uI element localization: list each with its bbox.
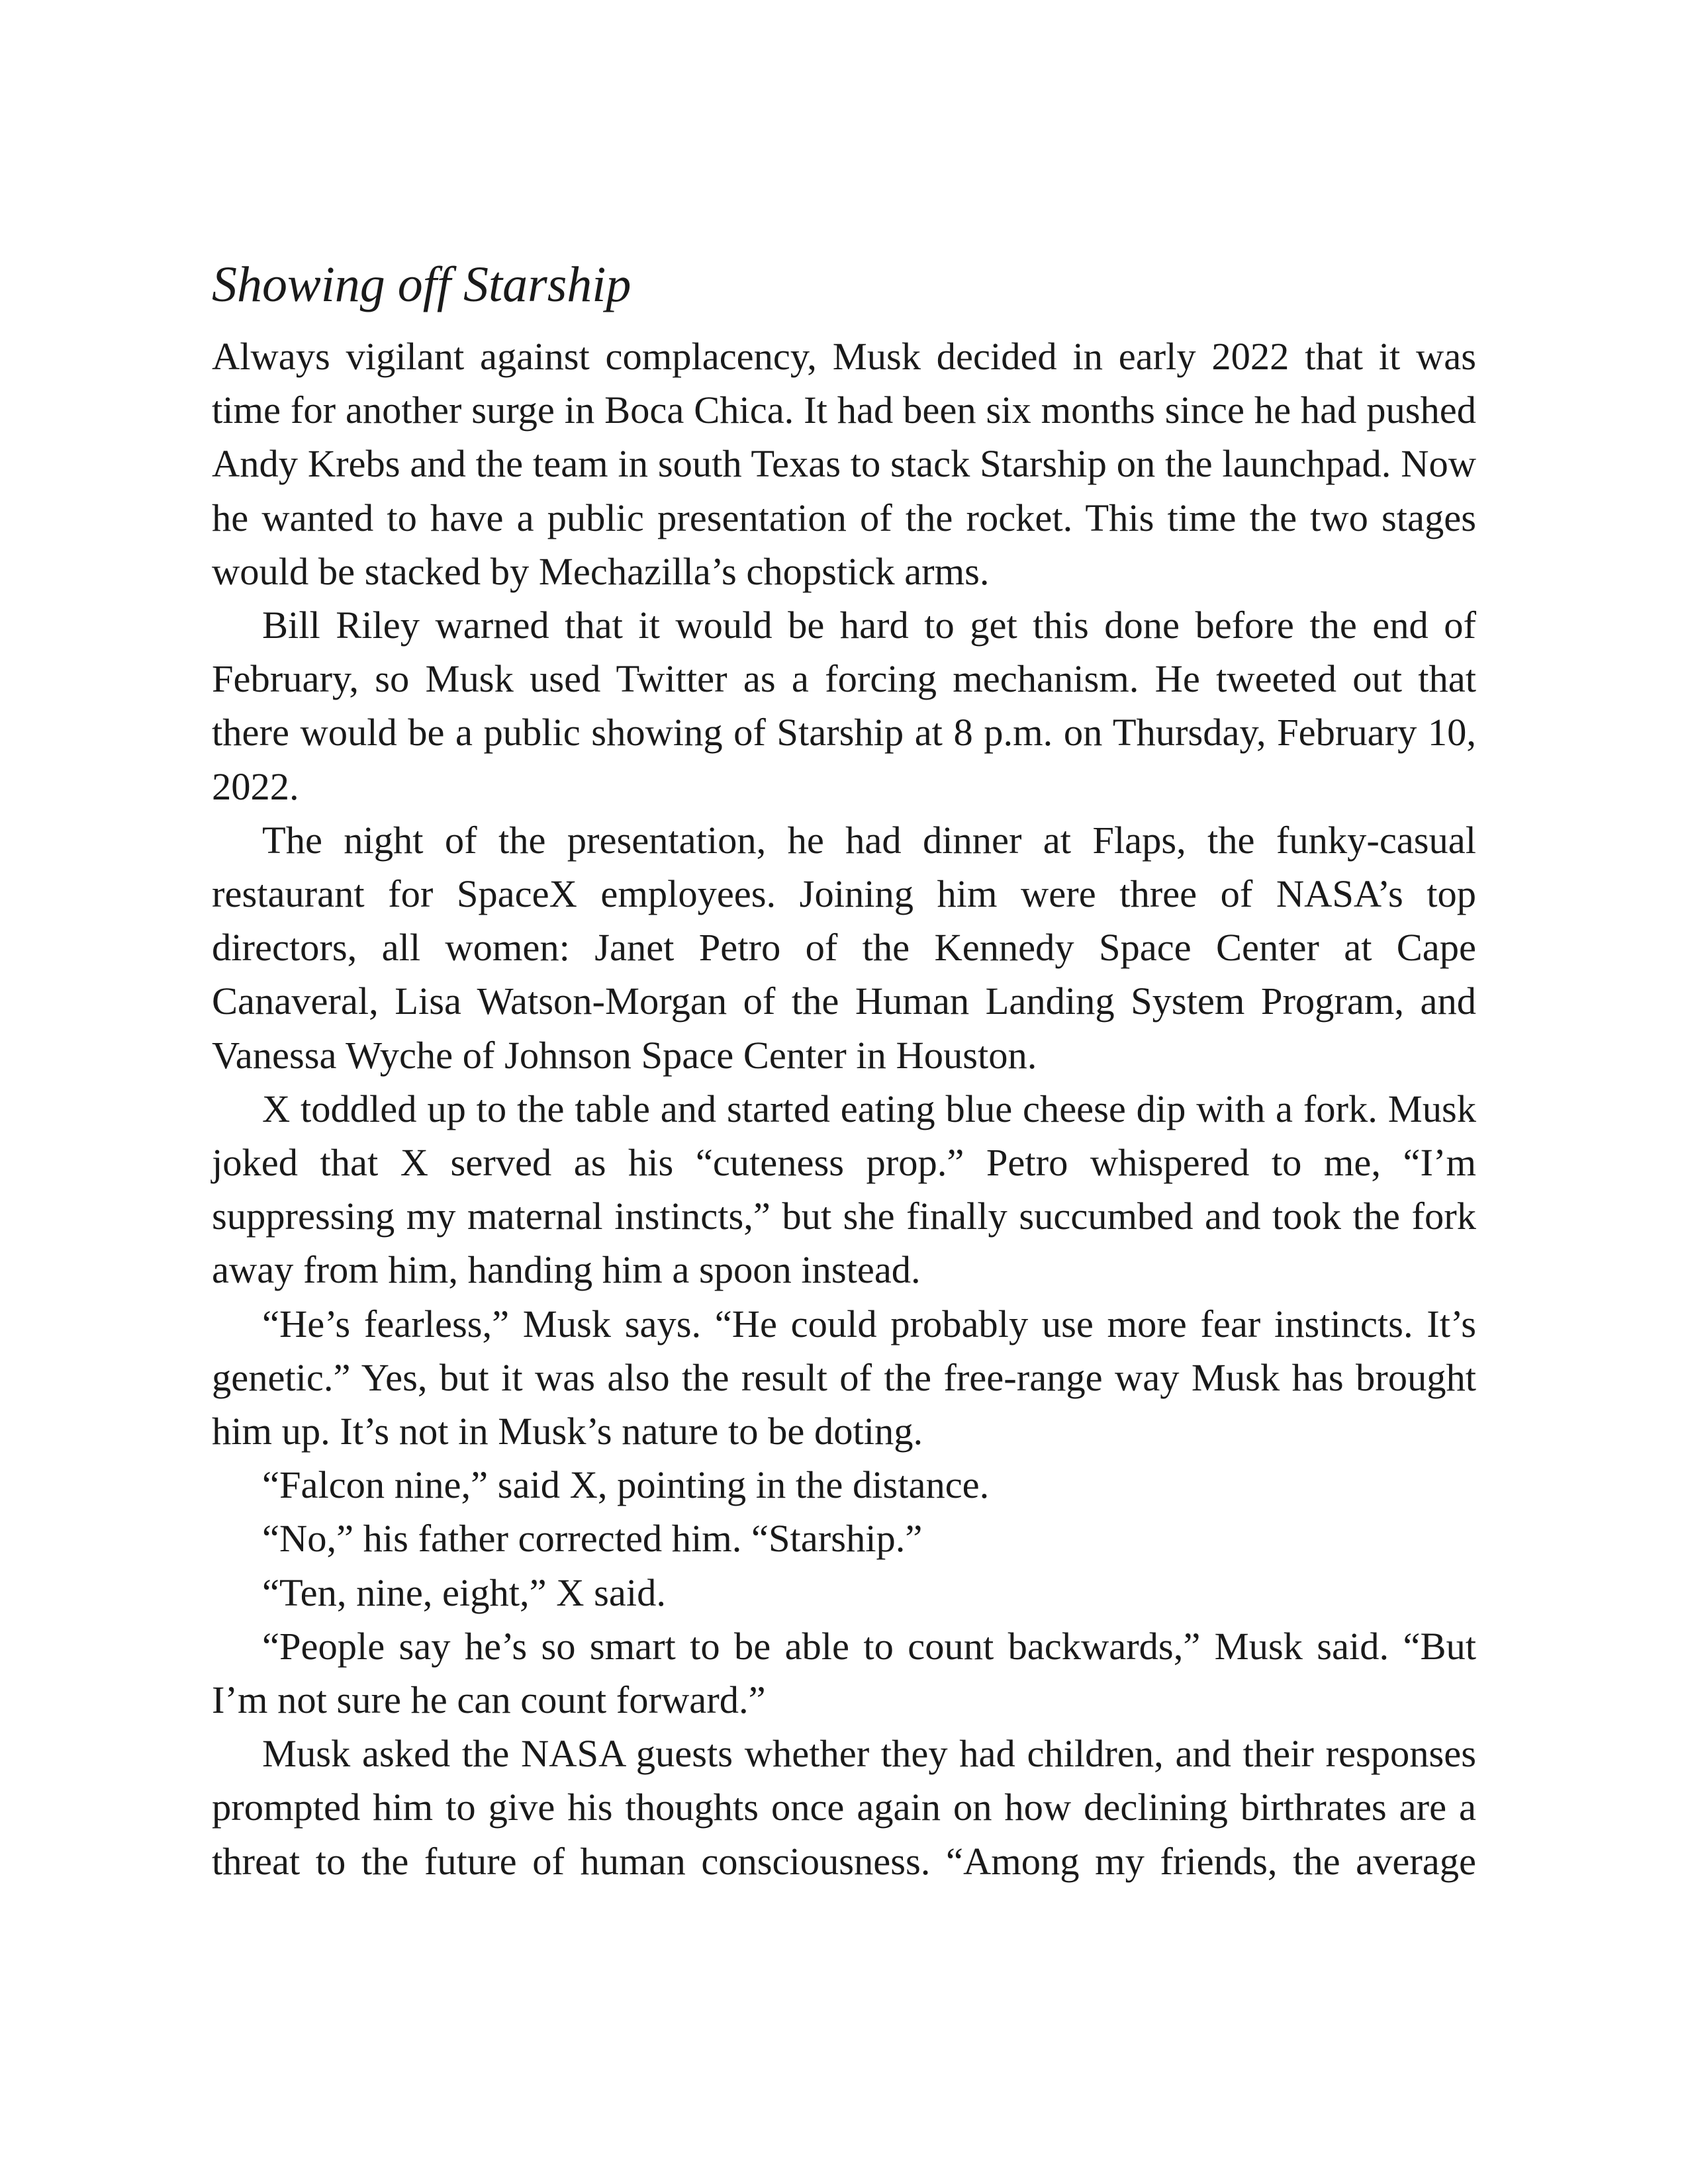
paragraph: “He’s fearless,” Musk says. “He could probably use more fear instincts. It’s genetic.” Yes, but it was also the result of the free-range way Musk has brought him up. It’s not in Musk’s nature to be doting.: [212, 1302, 1476, 1453]
paragraph: Musk asked the NASA guests whether they had children, and their responses prompted him to give his thoughts once again on how declining birthrates are a threat to the future of human consciousness. “Among my friends, the average: [212, 1732, 1476, 1883]
paragraph: The night of the presentation, he had dinner at Flaps, the funky-casual restaurant for SpaceX employees. Joining him were three of NASA’s top directors, all women: Janet Petro of the Kennedy Space Center at Cape Canaveral, Lisa Watson-Morgan of the Human Landing System Program, and Vanessa Wyche of Johnson Space Center in Houston.: [212, 818, 1476, 1077]
paragraph: Always vigilant against complacency, Musk decided in early 2022 that it was time for another surge in Boca Chica. It had been six months since he had pushed Andy Krebs and the team in south Texas to stack Starship on the launchpad. Now he wanted to have a public presentation of the rocket. This time the two stages would be stacked by Mechazilla’s chopstick arms.: [212, 335, 1476, 593]
page-body: [212, 251, 1476, 1888]
paragraph: Bill Riley warned that it would be hard to get this done before the end of February, so Musk used Twitter as a forcing mechanism. He tweeted out that there would be a public showing of Starship at 8 p.m. on Thursday, February 10, 2022.: [212, 604, 1476, 808]
paragraph: “People say he’s so smart to be able to count backwards,” Musk said. “But I’m not sure he can count forward.”: [212, 1624, 1476, 1722]
section-title: Showing off Starship: [212, 257, 632, 312]
paragraph: “Ten, nine, eight,” X said.: [262, 1570, 666, 1614]
paragraph: “No,” his father corrected him. “Starship.”: [262, 1517, 923, 1561]
paragraph: “Falcon nine,” said X, pointing in the distance.: [262, 1463, 990, 1507]
paragraph: X toddled up to the table and started eating blue cheese dip with a fork. Musk joked that X served as his “cuteness prop.” Petro whispered to me, “I’m suppressing my maternal instincts,” but she finally succumbed and took the fork away from him, handing him a spoon instead.: [212, 1087, 1476, 1292]
